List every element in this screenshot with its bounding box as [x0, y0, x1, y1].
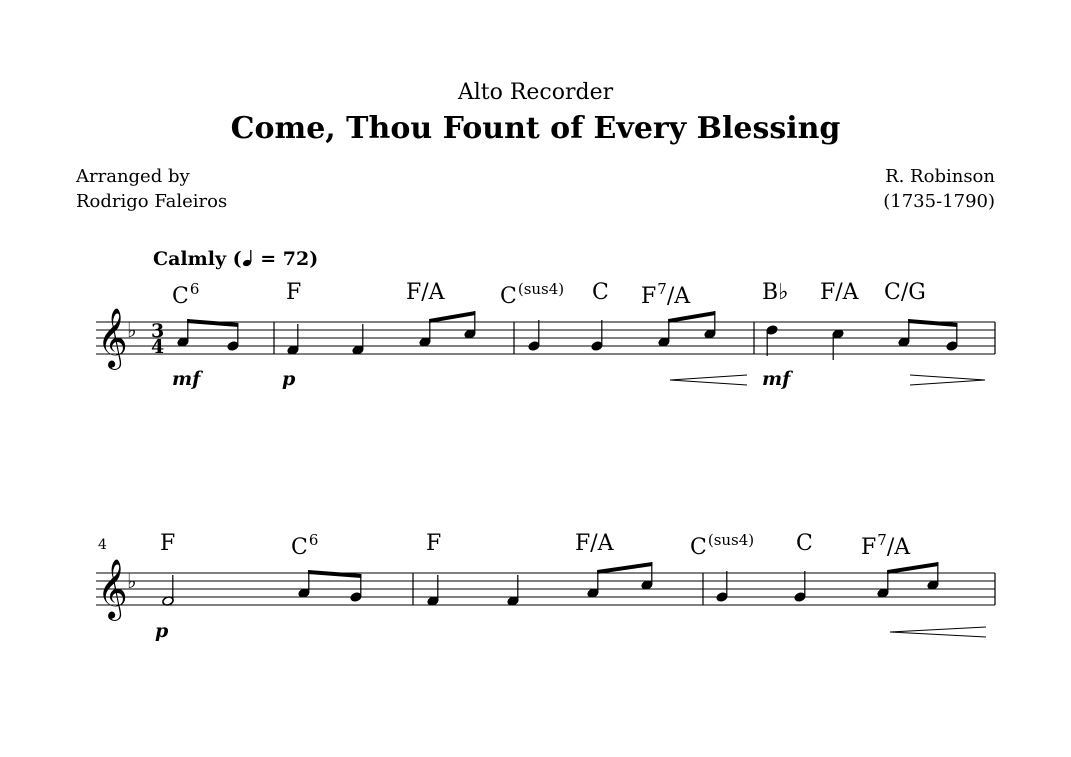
chord-symbol: C/G — [884, 280, 926, 305]
chord-symbol: F/A — [575, 531, 614, 556]
chord-symbol: F — [426, 531, 442, 556]
tempo-word: Calmly ( — [153, 248, 242, 270]
arranger-name: Rodrigo Faleiros — [76, 191, 228, 212]
chord-symbol: F — [160, 531, 176, 556]
chord-symbol: F/A — [406, 280, 445, 305]
beam — [187, 319, 238, 327]
time-signature-top: 3 — [151, 320, 165, 342]
staff-system-2 — [96, 559, 995, 637]
instrument-name: Alto Recorder — [457, 80, 614, 105]
crescendo-hairpin — [670, 375, 747, 385]
staff-system-1 — [96, 308, 995, 385]
treble-clef-icon: 𝄞 — [97, 308, 128, 368]
composer-name: R. Robinson — [885, 166, 995, 187]
piece-title: Come, Thou Fount of Every Blessing — [230, 111, 841, 146]
chord-symbol: F/A — [820, 280, 859, 305]
time-signature-bottom: 4 — [151, 336, 165, 358]
chord-symbol: $F^7/A$ — [641, 280, 691, 309]
dynamic-marking: mf — [172, 368, 201, 390]
chord-symbol: $C^{(sus4)}$ — [690, 531, 755, 560]
beam — [597, 562, 652, 574]
beam — [908, 319, 957, 327]
tempo-bpm: = 72) — [260, 248, 319, 270]
treble-clef-icon: 𝄞 — [97, 559, 128, 619]
flat-sign-icon: ♭ — [127, 318, 137, 342]
decrescendo-hairpin — [910, 375, 985, 385]
chord-symbol: $C^6$ — [291, 531, 319, 560]
beam — [429, 311, 475, 323]
chord-symbol: C — [796, 531, 813, 556]
measure-number: 4 — [98, 537, 107, 553]
dynamic-marking: mf — [762, 368, 791, 390]
dynamic-marking: p — [282, 368, 296, 390]
chord-symbol: C — [592, 280, 609, 305]
crescendo-hairpin — [890, 627, 986, 637]
dynamic-marking: p — [155, 620, 169, 642]
chord-symbol: B♭ — [762, 280, 789, 305]
flat-sign-icon: ♭ — [127, 569, 137, 593]
beam — [668, 311, 715, 323]
chord-symbol: $C^{(sus4)}$ — [500, 280, 565, 309]
beam — [308, 570, 361, 578]
chord-symbol: F — [286, 280, 302, 305]
chord-symbol: $F^7/A$ — [861, 531, 911, 560]
arranger-label: Arranged by — [76, 166, 190, 187]
chord-symbol: $C^6$ — [172, 280, 200, 309]
composer-dates: (1735-1790) — [883, 191, 995, 212]
beam — [887, 562, 938, 574]
